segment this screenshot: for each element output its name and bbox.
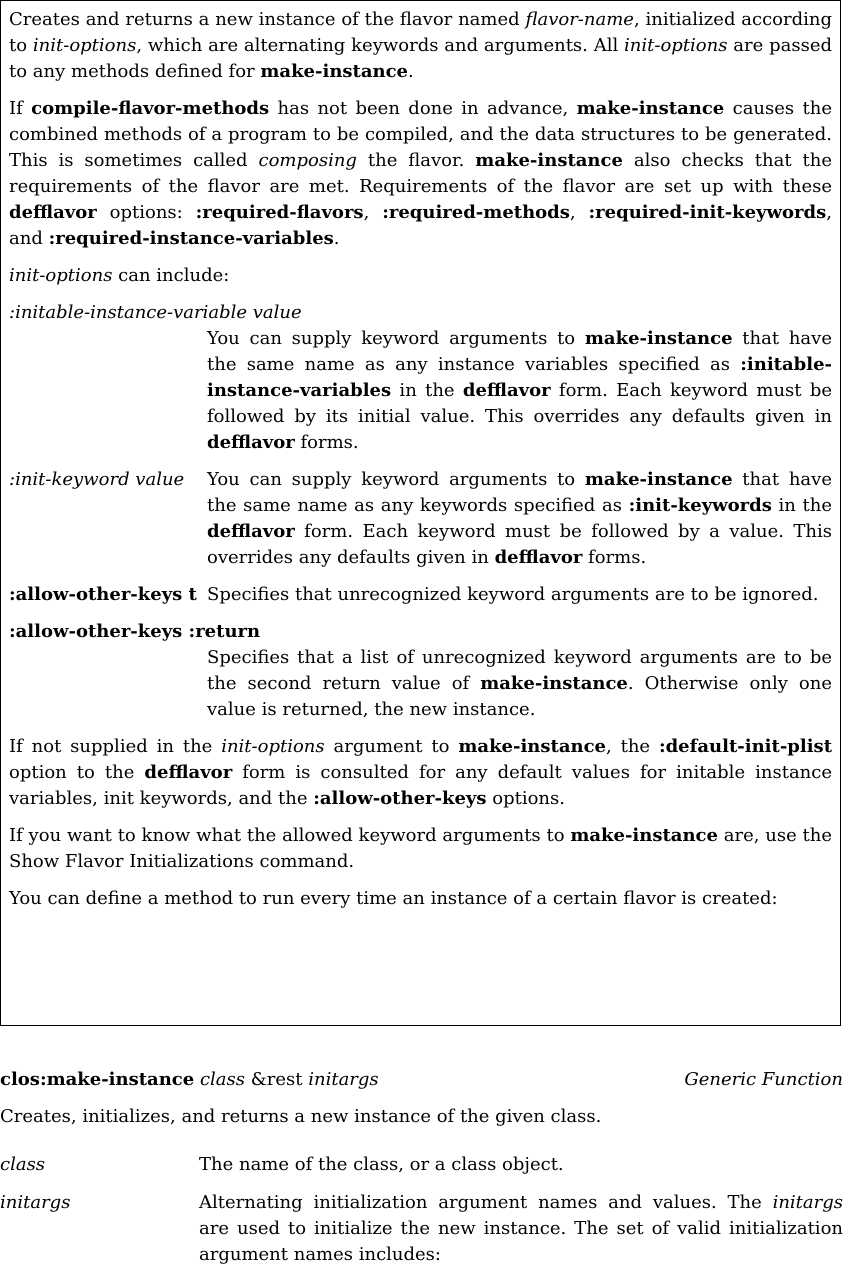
text: forms. [294,432,359,453]
text: argument to [324,736,459,757]
option-term-text: :initable-instance-variable value [9,302,302,323]
init-options-list [9,300,832,723]
make-instance-term: make-instance [584,328,733,349]
text: forms. [582,547,647,568]
function-name: clos:make-instance [0,1069,195,1090]
option-description: Specifies that unrecognized keyword arguments are to be ignored. [207,584,819,605]
text: , [569,202,589,223]
make-instance-term: make-instance [480,673,628,694]
make-instance-term: make-instance [475,150,623,171]
text: If not supplied in the [9,736,222,757]
required-flavors-term: :required-flavors [195,202,364,223]
required-methods-term: :required-methods [382,202,570,223]
arg-description: The name of the class, or a class object. [199,1154,564,1175]
text: Specifies that a list of unrecognized keyword arguments are to be the second return value of [207,647,832,694]
required-instance-variables-term: :required-instance-variables [48,228,334,249]
define-paragraph: You can define a method to run every time an instance of a certain flavor is created: [9,888,778,909]
text: You can supply keyword arguments to [207,469,585,490]
arg-class: class [199,1069,246,1090]
arg-term [0,1152,199,1178]
clos-arguments [0,1152,843,1280]
arg-description [199,1190,843,1268]
show-paragraph [9,823,832,875]
init-options-term: init-options [9,265,113,286]
make-instance-term: make-instance [584,469,733,490]
text: options. [486,788,565,809]
keyword-term: :init-keywords [628,495,772,516]
clos-description: Creates, initializes, and returns a new instance of the given class. [0,1106,602,1127]
text: form. Each keyword must be followed by a value. This overrides any defaults given in [207,521,832,568]
option-term [9,467,207,571]
default-init-plist-term: :default-init-plist [658,736,833,757]
arg-row [0,1152,843,1178]
option-term-text: :init-keyword value [9,469,185,490]
text: Creates and returns a new instance of the flavor named [9,9,526,30]
option-description [207,467,832,571]
text: that have the same name as any keywords specified as [207,469,832,516]
keyword-term: :initable-instance-variables [207,354,832,401]
text: . Otherwise only one value is returned, the new instance. [207,673,832,720]
defflavor-term: defflavor [207,521,295,542]
option-term-text: :allow-other-keys t [9,584,197,605]
init-options-term: init-options [32,35,137,56]
option-row [9,467,832,571]
text: also checks that the requirements of the flavor are met. Requirements of the flavor are set up with these [9,150,832,197]
arg-term [0,1190,199,1268]
compile-flavor-methods-term: compile-flavor-methods [31,98,270,119]
entry-kind: Generic Function [684,1069,843,1090]
text: form is consulted for any default values for initable instance variables, init keywords, and the [9,762,832,809]
defflavor-term: defflavor [207,432,295,453]
text: in the [771,495,832,516]
text: are used to initialize the new instance. The set of valid initialization argument names includes: [199,1218,843,1265]
text: in the [391,380,463,401]
text: If you want to know what the allowed keyword arguments to [9,825,571,846]
flavor-name-term: flavor-name [525,9,634,30]
required-init-keywords-term: :required-init-keywords [588,202,827,223]
text: the flavor. [356,150,476,171]
option-term-text: :allow-other-keys :return [9,621,261,642]
option-term [9,300,832,326]
text: has not been done in advance, [269,98,577,119]
composing-term: composing [258,150,357,171]
defflavor-term: defflavor [462,380,551,401]
text: form. Each keyword must be followed by its initial value. This overrides any defaults given in [207,380,832,427]
text: , and [9,202,832,249]
option-description [207,645,832,723]
arg-term-text: initargs [0,1192,71,1213]
text: . [333,228,340,249]
text: If [9,98,32,119]
text: , initialized according to [9,9,832,56]
make-instance-term: make-instance [570,825,718,846]
text: . [408,61,414,82]
init-options-term: init-options [624,35,728,56]
allow-other-keys-term: :allow-other-keys [313,788,487,809]
text: can include: [112,265,230,286]
defflavor-term: defflavor [144,762,233,783]
clos-signature [0,1067,379,1093]
make-instance-term: make-instance [458,736,606,757]
option-term [9,619,832,645]
compose-paragraph [9,96,832,252]
option-term [9,582,207,608]
defaults-paragraph [9,734,832,812]
defflavor-term: defflavor [494,547,583,568]
text: option to the [9,762,145,783]
text: Alternating initialization argument names and values. The [199,1192,773,1213]
defflavor-term: defflavor [9,202,97,223]
can-include-line [9,263,832,289]
rest-keyword: &rest [250,1069,303,1090]
initargs-term: initargs [772,1192,843,1213]
text: , the [606,736,659,757]
text: You can supply keyword arguments to [207,328,585,349]
make-instance-term: make-instance [576,98,725,119]
arg-term-text: class [0,1154,46,1175]
option-row [9,582,832,608]
text: are, use the Show Flavor Initializations command. [9,825,832,872]
make-instance-term: make-instance [260,61,409,82]
init-options-term: init-options [221,736,325,757]
option-description [207,326,832,456]
text: options: [96,202,196,223]
text: , [363,202,383,223]
intro-paragraph [9,7,832,85]
clos-entry-header [0,1067,843,1093]
arg-row [0,1190,843,1268]
text: that have the same name as any instance variables specified as [207,328,832,375]
text: , which are alternating keywords and arguments. All [136,35,625,56]
text: are passed to any methods defined for [9,35,832,82]
text: causes the combined methods of a program to be compiled, and the data structures to be generated. This is sometimes called [9,98,832,171]
arg-initargs: initargs [308,1069,379,1090]
